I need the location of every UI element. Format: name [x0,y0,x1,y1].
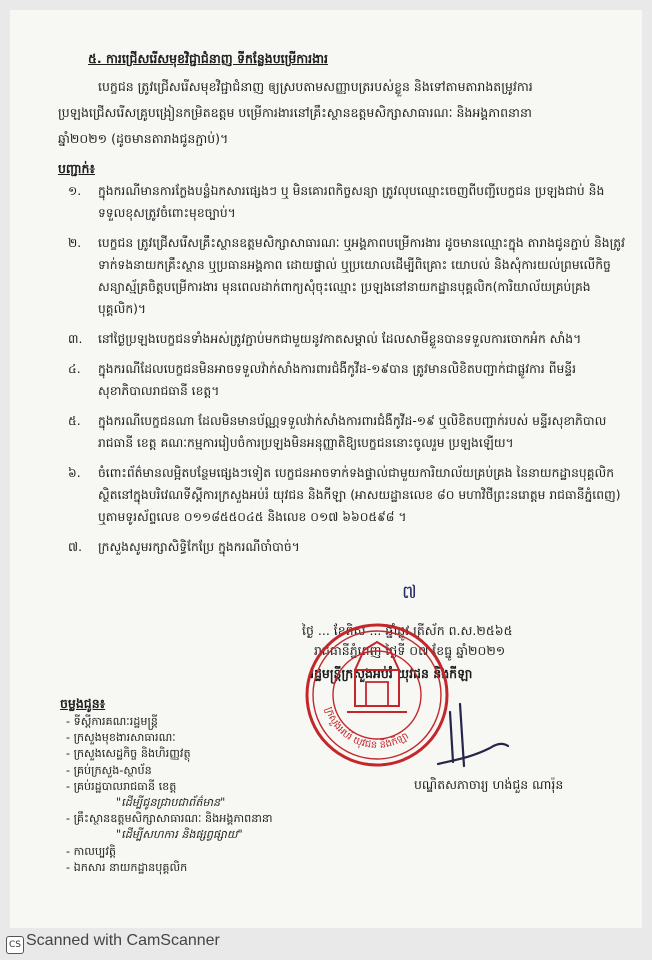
camscanner-logo-icon: CS [6,936,24,954]
minister-name: បណ្ឌិតសភាចារ្យ ហង់ជួន ណារ៉ុន [414,777,564,792]
recipient-item: - កាលប្បវត្តិ [66,844,116,858]
note-number: ២. [68,236,82,250]
recipient-item: - គ្រប់ក្រសួង-ស្ថាប័ន [66,763,152,777]
note-item [68,328,628,350]
date-lunar: ថ្ងៃ ... ខែពិស ... ឆ្នាំឆ្លូវ ត្រីស័ក ព.ស.២៥៦៥ [302,623,513,638]
section-paragraph-line-1: បេក្ខជន ត្រូវជ្រើសរើសមុខវិជ្ជាជំនាញ ឲ្យស្របតាមសញ្ញាបត្ររបស់ខ្លួន និងទៅតាមតារាងតម្រូវការ [98,79,533,94]
note-text: បេក្ខជន ត្រូវជ្រើសរើសគ្រឹះស្ថានឧត្តមសិក្សាសាធារណៈ ឬអង្គភាពបម្រើការងារ ដូចមានឈ្មោះក្នុង តារាងជូនភ្ជាប់ និងត្រូវទាក់ទងនាយកគ្រឹះស្ថាន ឬប្រធានអង្គភាព ដោយផ្ទាល់ ឬប្រយោលដើម្បីពិគ្រោះ យោបល់ និងសុំការយល់ព្រមលើកិច្ចសន្យាស្ម័គ្រចិត្តបម្រើការងារ មុនពេលដាក់ពាក្យសុំចុះឈ្មោះ ប្រឡងនៅនាយកដ្ឋានបុគ្គលិក(ការិយាល័យគ្រប់គ្រងបុគ្គលិក)។ [98,236,625,316]
note-text: នៅថ្ងៃប្រឡងបេក្ខជនទាំងអស់ត្រូវភ្ជាប់មកជាមួយនូវកាតសម្គាល់ ដែលសាមីខ្លួនបានទទួលការចោកអំក សាំង។ [98,332,582,346]
handwritten-mark [400,578,440,606]
note-item [68,536,628,558]
minister-title: រដ្ឋមន្ត្រីក្រសួងអប់រំ យុវជន និងកីឡា [310,666,473,681]
note-text: ចំពោះព័ត៌មានលម្អិតបន្ថែមផ្សេងៗទៀត បេក្ខជនអាចទាក់ទងផ្ទាល់ជាមួយការិយាល័យគ្រប់គ្រង នៃនាយកដ្ឋានបុគ្គលិក ស្ថិតនៅក្នុងបរិវេណទីស្តីការក្រសួងអប់រំ យុវជន និងកីឡា (អាសយដ្ឋានលេខ ៨០ មហាវិថីព្រះនរោត្តម រាជធានីភ្នំពេញ) ឬតាមទូរស័ព្ទលេខ ០១១៨៥៥០៤៥ និងលេខ ០១៧ ៦៦០៥៩៨ ។ [98,466,621,524]
note-text: ក្នុងករណីមានការក្លែងបន្លំឯកសារផ្សេងៗ ឬ មិនគោរពកិច្ចសន្យា ត្រូវលុបឈ្មោះចេញពីបញ្ជីបេក្ខជន ប្រឡងជាប់ និងទទួលខុសត្រូវចំពោះមុខច្បាប់។ [98,184,605,220]
notes-title: បញ្ជាក់៖ [58,161,95,176]
date-solar: រាជធានីភ្នំពេញ ថ្ងៃទី ០៧ ខែធ្នូ ឆ្នាំ២០២១ [314,643,506,658]
recipient-item: - ឯកសារ នាយកដ្ឋានបុគ្គលិក [66,860,188,874]
document-page [10,10,642,928]
note-item [68,180,628,224]
note-number: ៦. [68,466,81,480]
section-paragraph-line-2: ប្រឡងជ្រើសរើសគ្រូបង្រៀនកម្រិតឧត្តម បម្រើការងារនៅគ្រឹះស្ថានឧត្តមសិក្សាសាធារណៈ និងអង្គភាពនានា [58,105,532,120]
camscanner-watermark: Scanned with CamScanner [26,932,220,949]
note-text: ក្នុងករណីបេក្ខជនណា ដែលមិនមានប័ណ្ណទទួលវ៉ាក់សាំងការពារជំងឺកូវីដ-១៩ ឬលិខិតបញ្ជាក់របស់ មន្ទីរសុខាភិបាលរាជធានី ខេត្ត គណៈកម្មការរៀបចំការប្រឡងមិនអនុញ្ញាតិឱ្យបេក្ខជននោះចូលរួម ប្រឡងឡើយ។ [98,414,607,450]
signature-scribble [420,702,510,772]
note-number: ៧. [68,540,82,554]
section-title: ៥. ការជ្រើសរើសមុខវិជ្ជាជំនាញ ទីកន្លែងបម្រើការងារ [88,51,329,66]
recipient-item: "ដើម្បីជូនជ្រាបជាព័ត៌មាន" [116,796,226,810]
recipients-list [66,714,273,876]
seal-text: ក្រសួងអប់រំ យុវជន និងកីឡា [322,705,411,752]
recipient-item: - គ្រឹះស្ថានឧត្តមសិក្សាសាធារណៈ និងអង្គភាពនានា [66,812,273,826]
section-paragraph-line-3: ឆ្នាំ២០២១ (ដូចមានតារាងជូនភ្ជាប់)។ [58,131,229,146]
recipient-item: "ដើម្បីសហការ និងផ្សព្វផ្សាយ" [116,828,243,842]
notes-list [68,180,628,566]
recipients-title: ចម្លងជូន៖ [60,696,106,711]
note-number: ៥. [68,414,81,428]
note-item [68,410,628,454]
handwritten-note: ៧ [402,582,417,603]
recipient-item: - ក្រសួងមុខងារសាធារណៈ [66,731,176,745]
note-text: ក្នុងករណីដែលបេក្ខជនមិនអាចទទួលវ៉ាក់សាំងការពារជំងឺកូវីដ-១៩បាន ត្រូវមានលិខិតបញ្ជាក់ជាផ្លូវការ ពីមន្ទីរសុខាភិបាលរាជធានី ខេត្ត។ [98,362,577,398]
note-number: ៤. [68,362,81,376]
recipient-item: - ក្រសួងសេដ្ឋកិច្ច និងហិរញ្ញវត្ថុ [66,747,191,761]
recipient-item: - គ្រប់រដ្ឋបាលរាជធានី ខេត្ត [66,779,177,793]
recipient-item: - ទីស្តីការគណៈរដ្ឋមន្ត្រី [66,715,158,728]
note-number: ៣. [68,332,83,346]
note-text: ក្រសួងសូមរក្សាសិទ្ធិកែប្រែ ក្នុងករណីចាំបាច់។ [98,540,300,554]
note-item [68,462,628,528]
note-number: ១. [68,184,82,198]
note-item [68,358,628,402]
note-item [68,232,628,320]
